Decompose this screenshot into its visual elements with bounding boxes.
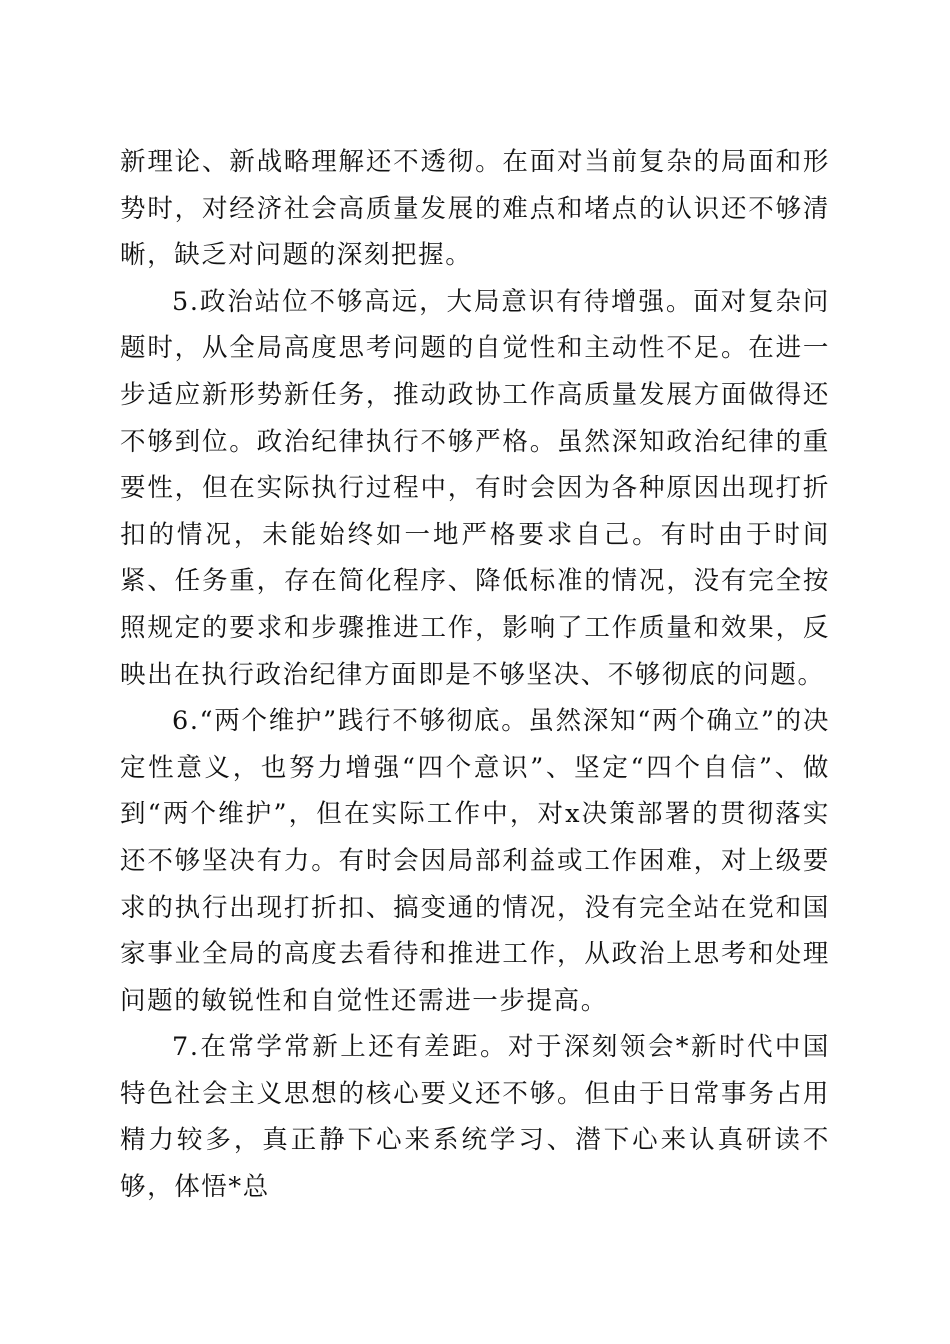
paragraph-item-7: 7.在常学常新上还有差距。对于深刻领会*新时代中国特色社会主义思想的核心要义还不够。但由于日常事务占用精力较多，真正静下心来系统学习、潜下心来认真研读不够，体悟*总 <box>120 1032 830 1203</box>
paragraph-item-6: 6.“两个维护”践行不够彻底。虽然深知“两个确立”的决定性意义，也努力增强“四个意识”、坚定“四个自信”、做到“两个维护”，但在实际工作中，对x决策部署的贯彻落实还不够坚决有力。有时会因局部利益或工作困难，对上级要求的执行出现打折扣、搞变通的情况，没有完全站在党和国家事业全局的高度去看待和推进工作，从政治上思考和处理问题的敏锐性和自觉性还需进一步提高。 <box>120 706 830 1016</box>
paragraph-continuation: 新理论、新战略理解还不透彻。在面对当前复杂的局面和形势时，对经济社会高质量发展的难点和堵点的认识还不够清晰，缺乏对问题的深刻把握。 <box>120 147 830 271</box>
document-body <box>120 139 830 1211</box>
paragraph-item-5: 5.政治站位不够高远，大局意识有待增强。面对复杂问题时，从全局高度思考问题的自觉性和主动性不足。在进一步适应新形势新任务，推动政协工作高质量发展方面做得还不够到位。政治纪律执行不够严格。虽然深知政治纪律的重要性，但在实际执行过程中，有时会因为各种原因出现打折扣的情况，未能始终如一地严格要求自己。有时由于时间紧、任务重，存在简化程序、降低标准的情况，没有完全按照规定的要求和步骤推进工作，影响了工作质量和效果，反映出在执行政治纪律方面即是不够坚决、不够彻底的问题。 <box>120 286 830 690</box>
